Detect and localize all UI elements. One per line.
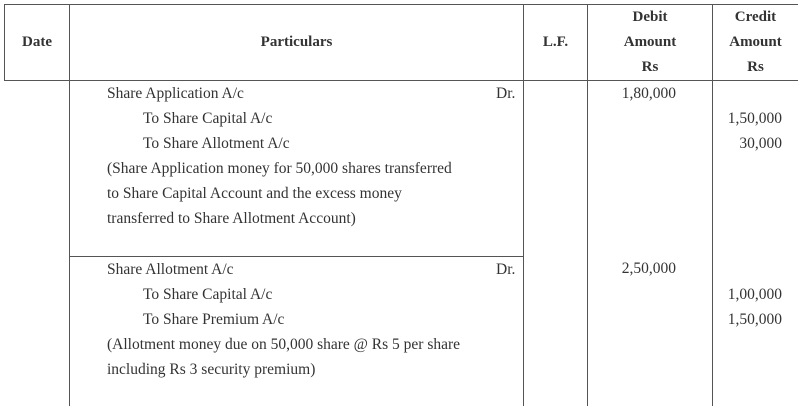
entry2-narration-line1: (Allotment money due on 50,000 share @ Rs 5 per share	[107, 336, 461, 353]
entry1-narration-line1: (Share Application money for 50,000 shares transferred	[107, 160, 452, 177]
entry2-narration-line2: including Rs 3 security premium)	[107, 361, 316, 378]
header-lf: L.F.	[542, 34, 569, 50]
header-debit-line1: Debit	[632, 9, 668, 25]
entry1-narration-line3: transferred to Share Allotment Account)	[107, 210, 356, 227]
col-border-date	[69, 4, 70, 406]
entry2-debit-account: Share Allotment A/c	[107, 261, 234, 278]
header-debit-line2: Amount	[623, 34, 677, 50]
header-credit-line1: Credit	[734, 9, 777, 25]
entry1-credit1-account: To Share Capital A/c	[143, 110, 273, 127]
entry2-dr: Dr.	[496, 261, 516, 278]
entry1-credit2-account: To Share Allotment A/c	[143, 135, 290, 152]
header-date: Date	[22, 34, 52, 50]
entry1-debit-account: Share Application A/c	[107, 85, 244, 102]
header-credit-line2: Amount	[729, 34, 782, 50]
entry2-debit-amount: 2,50,000	[621, 260, 676, 277]
entry2-credit2-account: To Share Premium A/c	[143, 311, 285, 328]
entry2-credit1-account: To Share Capital A/c	[143, 286, 273, 303]
entry1-narration-line2: to Share Capital Account and the excess money	[107, 185, 402, 202]
entry1-debit-amount: 1,80,000	[621, 85, 676, 102]
entry2-credit1-amount: 1,00,000	[727, 286, 782, 303]
header-particulars: Particulars	[260, 34, 333, 50]
header-credit-line3: Rs	[747, 59, 764, 75]
col-border-particulars-lower	[523, 256, 524, 406]
entry1-credit2-amount: 30,000	[739, 135, 782, 152]
entry1-dr: Dr.	[496, 85, 516, 102]
entry2-credit2-amount: 1,50,000	[727, 311, 782, 328]
entry1-credit1-amount: 1,50,000	[727, 110, 782, 127]
header-debit-line3: Rs	[641, 59, 659, 75]
